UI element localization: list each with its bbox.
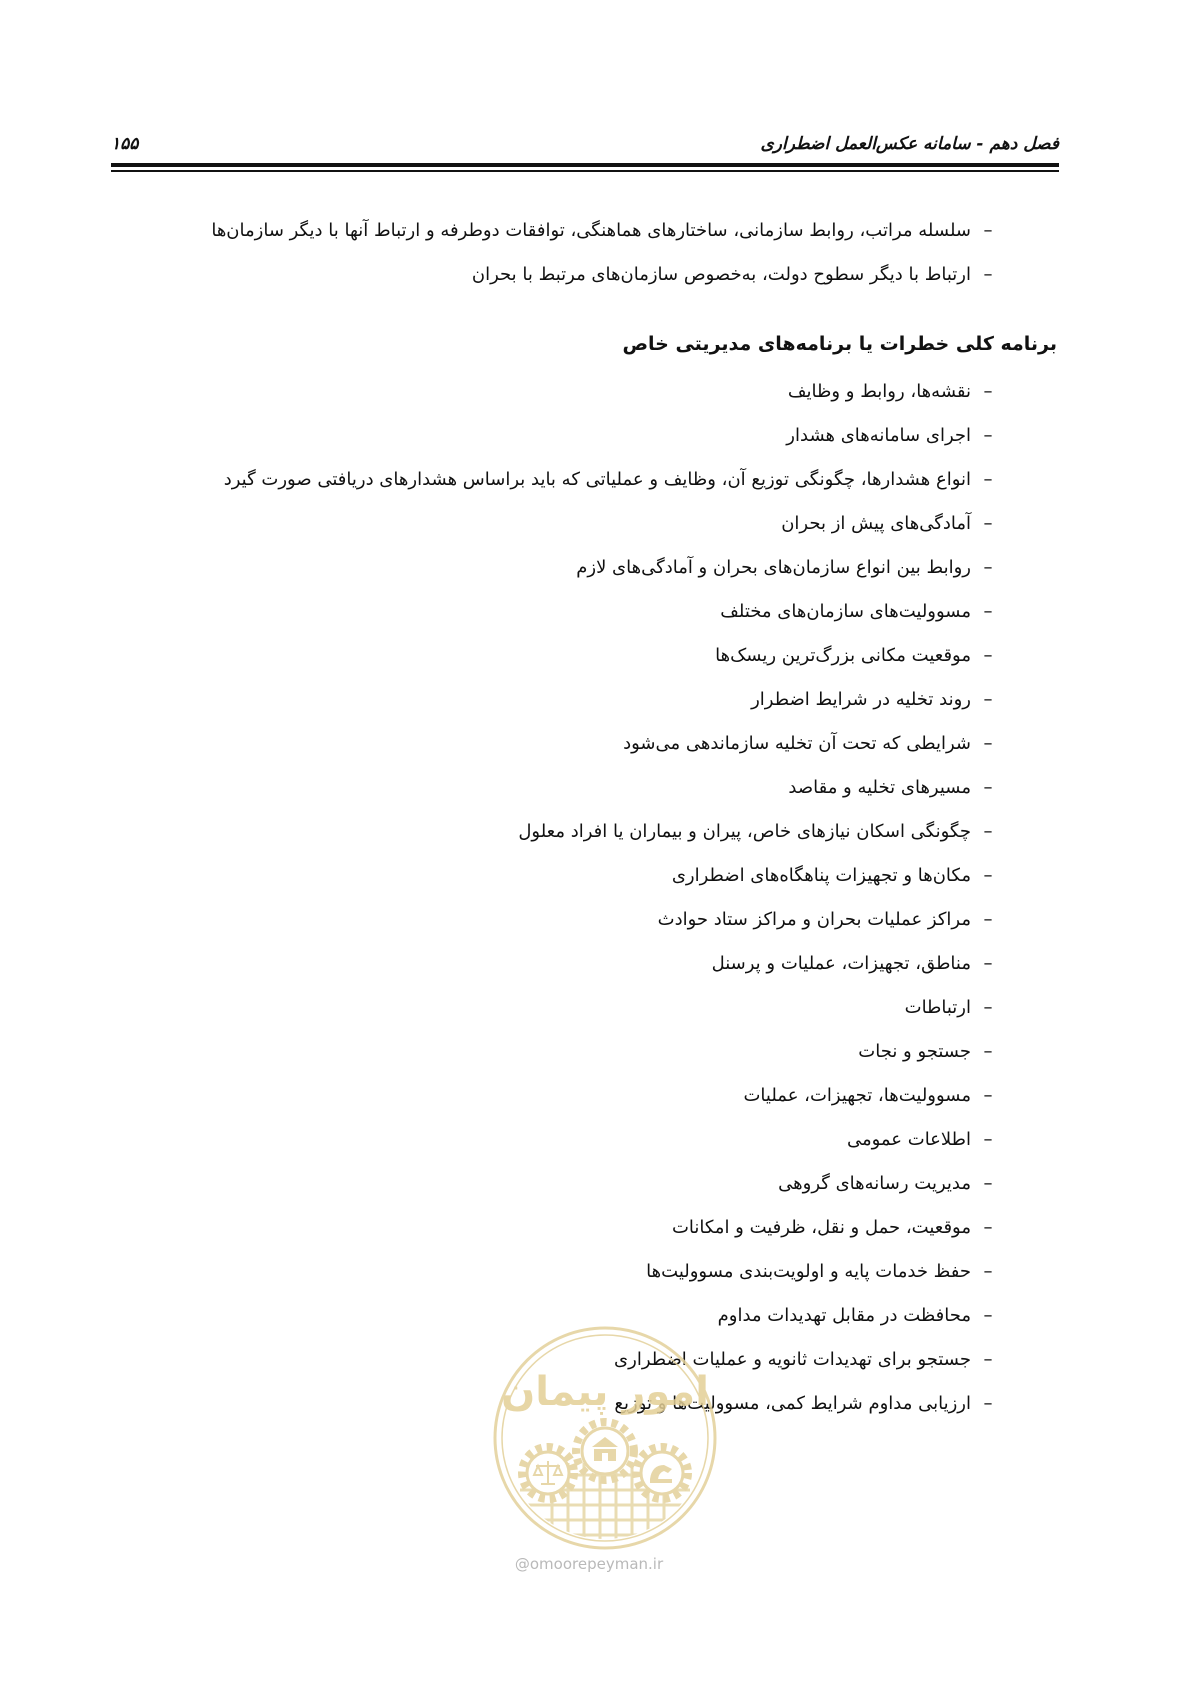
bullet-dash: –	[983, 264, 993, 285]
bullet-dash: –	[983, 909, 993, 930]
list-item-text: سلسله مراتب، روابط سازمانی، ساختارهای هماهنگی، توافقات دوطرفه و ارتباط آنها با دیگر سازمان‌ها	[211, 220, 971, 241]
bullet-dash: –	[983, 1085, 993, 1106]
list-item	[35, 898, 995, 942]
list-item-text: ارتباطات	[904, 997, 971, 1018]
list-item	[35, 1030, 995, 1074]
bullet-dash: –	[983, 953, 993, 974]
list-item-text: مدیریت رسانه‌های گروهی	[778, 1173, 971, 1194]
list-item-text: آمادگی‌های پیش از بحران	[781, 513, 971, 534]
section-heading: برنامه کلی خطرات یا برنامه‌های مدیریتی خاص	[622, 333, 1057, 355]
bullet-dash: –	[983, 1217, 993, 1238]
list-item	[35, 854, 995, 898]
bullet-dash: –	[983, 601, 993, 622]
list-item-text: مناطق، تجهیزات، عملیات و پرسنل	[711, 953, 971, 974]
bullet-dash: –	[983, 1393, 993, 1414]
bullet-dash: –	[983, 469, 993, 490]
bullet-dash: –	[983, 777, 993, 798]
seal-gear-center	[576, 1422, 634, 1480]
list-item	[35, 590, 995, 634]
bullet-dash: –	[983, 1305, 993, 1326]
list-item	[35, 766, 995, 810]
list-item	[35, 1250, 995, 1294]
header-rule-thick	[111, 163, 1059, 167]
header-rule-thin	[111, 170, 1059, 172]
list-item	[35, 414, 995, 458]
seal-text: امور پیمان	[501, 1369, 709, 1415]
bullet-dash: –	[983, 689, 993, 710]
list-item	[35, 502, 995, 546]
list-item	[35, 1206, 995, 1250]
bullet-dash: –	[983, 821, 993, 842]
list-item-text: مکان‌ها و تجهیزات پناهگاه‌های اضطراری	[671, 865, 971, 886]
list-item	[35, 986, 995, 1030]
chapter-title: فصل دهم - سامانه عکس‌العمل اضطراری	[760, 134, 1059, 154]
bullet-dash: –	[983, 733, 993, 754]
list-item-text: شرایطی که تحت آن تخلیه سازماندهی می‌شود	[623, 733, 971, 754]
intro-list	[35, 209, 995, 297]
list-item-text: اطلاعات عمومی	[846, 1129, 971, 1150]
section-list	[35, 370, 995, 1426]
bullet-dash: –	[983, 1041, 993, 1062]
list-item	[35, 546, 995, 590]
bullet-dash: –	[983, 997, 993, 1018]
list-item-text: مسوولیت‌ها، تجهیزات، عملیات	[743, 1085, 971, 1106]
list-item-text: مسوولیت‌های سازمان‌های مختلف	[720, 601, 971, 622]
bullet-dash: –	[983, 1129, 993, 1150]
bullet-dash: –	[983, 381, 993, 402]
list-item-text: انواع هشدارها، چگونگی توزیع آن، وظایف و عملیاتی که باید براساس هشدارهای دریافتی صورت گیرد	[223, 469, 971, 490]
list-item-text: نقشه‌ها، روابط و وظایف	[787, 381, 971, 402]
running-header	[111, 128, 1059, 160]
list-item	[35, 810, 995, 854]
list-item-text: مراکز عملیات بحران و مراکز ستاد حوادث	[657, 909, 971, 930]
watermark-seal	[490, 1323, 720, 1553]
bullet-dash: –	[983, 425, 993, 446]
list-item	[35, 1162, 995, 1206]
list-item	[35, 1074, 995, 1118]
list-item-text: موقعیت، حمل و نقل، ظرفیت و امکانات	[671, 1217, 971, 1238]
list-item	[35, 722, 995, 766]
bullet-dash: –	[983, 557, 993, 578]
list-item-text: اجرای سامانه‌های هشدار	[786, 425, 971, 446]
list-item-text: موقعیت مکانی بزرگ‌ترین ریسک‌ها	[715, 645, 971, 666]
list-item	[35, 942, 995, 986]
list-item-text: محافظت در مقابل تهدیدات مداوم	[717, 1305, 971, 1326]
list-item-text: جستجو برای تهدیدات ثانویه و عملیات اضطراری	[614, 1349, 971, 1370]
bullet-dash: –	[983, 645, 993, 666]
list-item	[35, 1118, 995, 1162]
list-item	[35, 370, 995, 414]
list-item-text: چگونگی اسکان نیازهای خاص، پیران و بیماران یا افراد معلول	[518, 821, 971, 842]
page-number: ۱۵۵	[111, 134, 139, 154]
bullet-dash: –	[983, 220, 993, 241]
list-item-text: مسیرهای تخلیه و مقاصد	[788, 777, 971, 798]
list-item	[35, 253, 995, 297]
bullet-dash: –	[983, 1173, 993, 1194]
bullet-dash: –	[983, 865, 993, 886]
list-item-text: جستجو و نجات	[858, 1041, 971, 1062]
list-item	[35, 634, 995, 678]
bullet-dash: –	[983, 1261, 993, 1282]
watermark-url: @omoorepeyman.ir	[514, 1555, 664, 1573]
list-item	[35, 678, 995, 722]
list-item-text: ارزیابی مداوم شرایط کمی، مسوولیت‌ها و توزیع	[614, 1393, 971, 1414]
bullet-dash: –	[983, 1349, 993, 1370]
list-item-text: روابط بین انواع سازمان‌های بحران و آمادگی‌های لازم	[576, 557, 971, 578]
list-item-text: ارتباط با دیگر سطوح دولت، به‌خصوص سازمان‌های مرتبط با بحران	[471, 264, 971, 285]
list-item	[35, 458, 995, 502]
list-item-text: روند تخلیه در شرایط اضطرار	[751, 689, 971, 710]
list-item-text: حفظ خدمات پایه و اولویت‌بندی مسوولیت‌ها	[646, 1261, 971, 1282]
bullet-dash: –	[983, 513, 993, 534]
list-item	[35, 209, 995, 253]
